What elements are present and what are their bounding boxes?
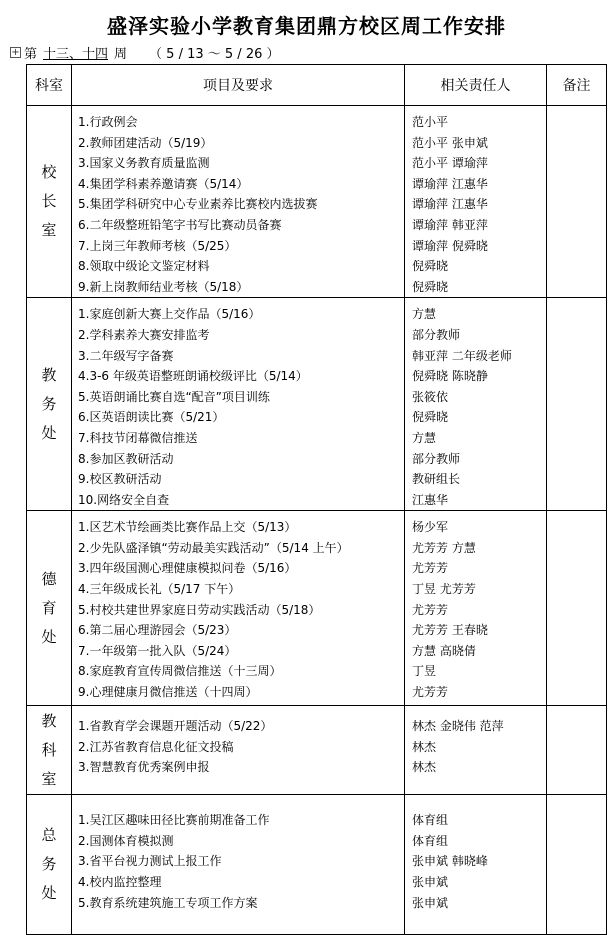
responsible-person: 谭瑜萍 倪舜晓 — [412, 238, 488, 253]
persons-cell — [405, 298, 547, 511]
table-row — [27, 298, 607, 511]
task-item: 3.二年级写字备赛 — [78, 348, 174, 363]
task-item: 8.参加区教研活动 — [78, 451, 174, 466]
items-cell — [72, 298, 405, 511]
dept-cell — [27, 298, 72, 511]
responsible-person: 倪舜晓 — [412, 410, 449, 425]
dept-char: 校 — [41, 163, 57, 182]
page-title: 盛泽实验小学教育集团鼎方校区周工作安排 — [107, 14, 506, 38]
week-date-range: （ 5 / 13 ～ 5 / 26 ） — [149, 46, 280, 62]
responsible-person: 林杰 金晓伟 范萍 — [412, 719, 504, 734]
responsible-person: 方慧 — [412, 430, 437, 445]
note-cell[interactable] — [547, 795, 607, 935]
responsible-person: 教研组长 — [412, 472, 461, 487]
task-item: 6.第二届心理游园会（5/23） — [78, 623, 237, 638]
table-row — [27, 106, 607, 298]
responsible-person: 体育组 — [412, 813, 449, 828]
responsible-person: 韩亚萍 二年级老师 — [412, 348, 512, 363]
responsible-person: 丁昱 — [412, 664, 437, 679]
task-item: 8.领取中级论文鉴定材料 — [78, 259, 210, 274]
responsible-person: 尤芳芳 — [412, 685, 449, 700]
responsible-person: 张申斌 — [412, 895, 449, 910]
note-cell[interactable] — [547, 706, 607, 795]
dept-cell — [27, 511, 72, 706]
task-item: 5.教育系统建筑施工专项工作方案 — [78, 895, 258, 910]
responsible-person: 倪舜晓 — [412, 279, 449, 294]
persons-cell — [405, 511, 547, 706]
task-item: 2.学科素养大赛安排监考 — [78, 327, 210, 342]
table-row — [27, 795, 607, 935]
task-item: 5.集团学科研究中心专业素养比赛校内选拔赛 — [78, 197, 318, 212]
dept-char: 长 — [41, 192, 57, 211]
task-item: 2.国测体育模拟测 — [78, 833, 174, 848]
note-cell[interactable] — [547, 106, 607, 298]
responsible-person: 尤芳芳 方慧 — [412, 540, 476, 555]
task-item: 4.三年级成长礼（5/17 下午） — [78, 582, 241, 597]
task-item: 1.家庭创新大赛上交作品（5/16） — [78, 307, 261, 322]
dept-char: 育 — [41, 598, 57, 617]
responsible-person: 谭瑜萍 江惠华 — [412, 176, 488, 191]
responsible-person: 范小平 张申斌 — [412, 135, 488, 150]
week-prefix: 第 — [24, 46, 38, 62]
task-item: 3.省平台视力测试上报工作 — [78, 854, 222, 869]
table-move-handle-icon[interactable]: + — [11, 46, 20, 58]
task-item: 5.英语朗诵比赛自选“配音”项目训练 — [78, 389, 270, 404]
table-row — [27, 511, 607, 706]
header-dept: 科室 — [27, 65, 72, 106]
responsible-person: 体育组 — [412, 833, 449, 848]
header-note: 备注 — [547, 65, 607, 106]
responsible-person: 谭瑜萍 韩亚萍 — [412, 217, 488, 232]
items-cell — [72, 106, 405, 298]
task-item: 1.区艺术节绘画类比赛作品上交（5/13） — [78, 520, 297, 535]
task-item: 4.集团学科素养邀请赛（5/14） — [78, 176, 249, 191]
task-item: 7.上岗三年教师考核（5/25） — [78, 238, 237, 253]
task-item: 9.校区教研活动 — [78, 472, 162, 487]
task-item: 4.校内监控整理 — [78, 875, 162, 890]
task-item: 9.新上岗教师结业考核（5/18） — [78, 279, 249, 294]
persons-cell — [405, 706, 547, 795]
persons-cell — [405, 106, 547, 298]
header-person: 相关责任人 — [405, 65, 547, 106]
responsible-person: 方慧 高晓倩 — [412, 643, 476, 658]
dept-char: 务 — [41, 855, 57, 874]
task-item: 2.少先队盛泽镇“劳动最美实践活动”（5/14 上午） — [78, 540, 349, 555]
task-item: 8.家庭教育宣传周微信推送（十三周） — [78, 664, 282, 679]
responsible-person: 部分教师 — [412, 451, 461, 466]
task-item: 10.网络安全自查 — [78, 492, 170, 507]
persons-cell — [405, 795, 547, 935]
responsible-person: 尤芳芳 — [412, 561, 449, 576]
responsible-person: 林杰 — [412, 760, 437, 775]
header-row — [27, 65, 607, 106]
table-row — [27, 706, 607, 795]
items-cell — [72, 795, 405, 935]
task-item: 3.国家义务教育质量监测 — [78, 156, 210, 171]
responsible-person: 方慧 — [412, 307, 437, 322]
dept-char: 处 — [41, 884, 57, 903]
dept-char: 务 — [41, 394, 57, 413]
task-item: 5.村校共建世界家庭日劳动实践活动（5/18） — [78, 602, 321, 617]
task-item: 6.区英语朗读比赛（5/21） — [78, 410, 225, 425]
task-item: 1.省教育学会课题开题活动（5/22） — [78, 719, 273, 734]
schedule-table — [26, 64, 607, 935]
task-item: 3.四年级国测心理健康模拟问卷（5/16） — [78, 561, 297, 576]
responsible-person: 谭瑜萍 江惠华 — [412, 197, 488, 212]
task-item: 3.智慧教育优秀案例申报 — [78, 760, 210, 775]
responsible-person: 范小平 — [412, 115, 449, 129]
task-item: 6.二年级整班铅笔字书写比赛动员备赛 — [78, 217, 282, 232]
responsible-person: 尤芳芳 — [412, 602, 449, 617]
task-item: 2.江苏省教育信息化征文投稿 — [78, 739, 234, 754]
items-cell — [72, 706, 405, 795]
note-cell[interactable] — [547, 298, 607, 511]
responsible-person: 部分教师 — [412, 327, 461, 342]
dept-char: 教 — [41, 365, 57, 384]
task-item: 4.3-6 年级英语整班朗诵校级评比（5/14） — [78, 369, 308, 384]
note-cell[interactable] — [547, 511, 607, 706]
dept-char: 室 — [41, 769, 57, 788]
week-suffix: 周 — [114, 46, 128, 62]
dept-char: 室 — [41, 221, 57, 240]
responsible-person: 范小平 谭瑜萍 — [412, 156, 488, 171]
responsible-person: 张申斌 韩晓峰 — [412, 854, 488, 869]
task-item: 7.科技节闭幕微信推送 — [78, 430, 198, 445]
task-item: 1.行政例会 — [78, 115, 138, 129]
task-item: 9.心理健康月微信推送（十四周） — [78, 685, 258, 700]
responsible-person: 林杰 — [412, 739, 437, 754]
responsible-person: 江惠华 — [412, 492, 449, 507]
dept-char: 教 — [41, 711, 57, 730]
dept-cell — [27, 795, 72, 935]
dept-cell — [27, 706, 72, 795]
responsible-person: 倪舜晓 陈晓静 — [412, 369, 488, 384]
dept-char: 处 — [41, 627, 57, 646]
responsible-person: 倪舜晓 — [412, 259, 449, 274]
task-item: 1.吴江区趣味田径比赛前期准备工作 — [78, 813, 270, 828]
responsible-person: 尤芳芳 王春晓 — [412, 623, 488, 638]
responsible-person: 杨少军 — [412, 520, 449, 535]
header-item: 项目及要求 — [72, 65, 405, 106]
task-item: 7.一年级第一批入队（5/24） — [78, 643, 237, 658]
week-number: 十三、十四 — [43, 46, 109, 62]
dept-char: 处 — [41, 423, 57, 442]
task-item: 2.教师团建活动（5/19） — [78, 135, 213, 150]
week-line — [10, 44, 280, 60]
responsible-person: 张筱依 — [412, 389, 449, 404]
dept-char: 科 — [41, 740, 57, 759]
dept-cell — [27, 106, 72, 298]
dept-char: 总 — [41, 826, 57, 845]
responsible-person: 张申斌 — [412, 875, 449, 890]
items-cell — [72, 511, 405, 706]
dept-char: 德 — [41, 569, 57, 588]
responsible-person: 丁昱 尤芳芳 — [412, 582, 476, 597]
